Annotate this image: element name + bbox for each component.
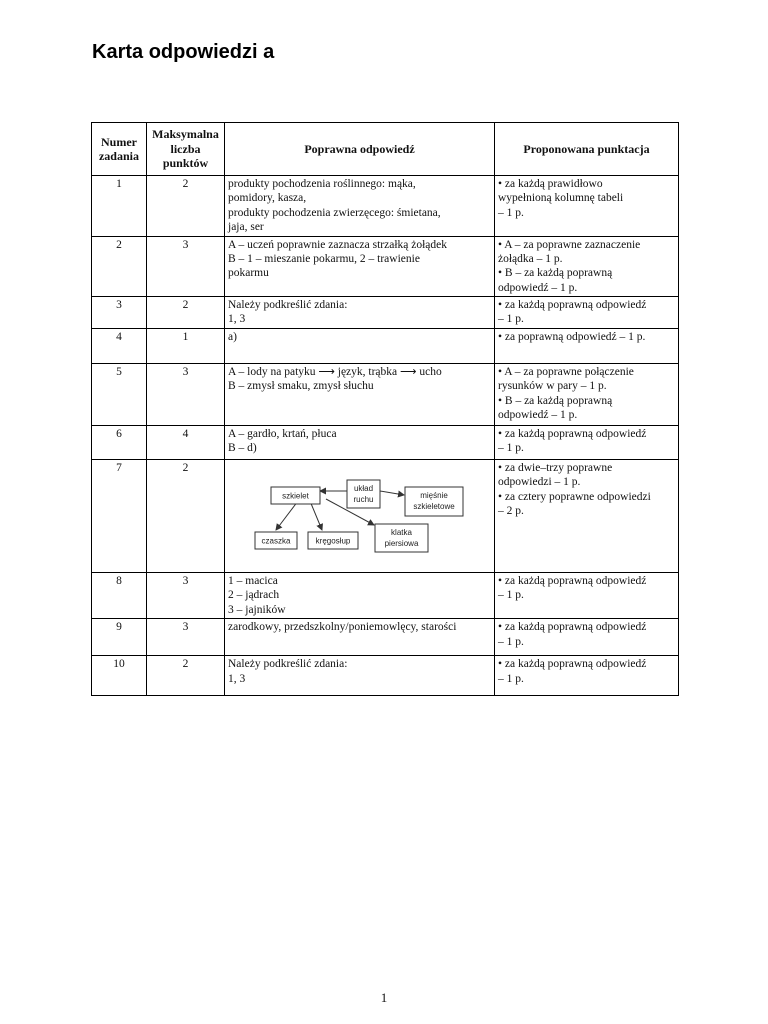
- max-points: 3: [147, 236, 225, 297]
- max-points: 3: [147, 619, 225, 656]
- answer-line: Należy podkreślić zdania:: [228, 299, 348, 311]
- answer-line: Należy podkreślić zdania:: [228, 658, 348, 671]
- answer-line: A – lody na patyku ⟶ język, trąbka ⟶ ucho: [228, 366, 442, 378]
- header-max-points: Maksymalna liczba punktów: [147, 123, 225, 176]
- answer-line: B – 1 – mieszanie pokarmu, 2 – trawienie: [228, 252, 420, 265]
- answer-line: B – zmysł smaku, zmysł słuchu: [228, 380, 374, 393]
- max-points: 2: [147, 297, 225, 329]
- header-correct-answer: Poprawna odpowiedź: [225, 123, 495, 176]
- scoring: [495, 619, 679, 656]
- label-piersiowa: piersiowa: [384, 539, 419, 548]
- table-row: [92, 176, 679, 237]
- answer-line: produkty pochodzenia roślinnego: mąka,: [228, 178, 416, 190]
- answer-line: produkty pochodzenia zwierzęcego: śmietana,: [228, 206, 441, 219]
- page-number: 1: [380, 990, 388, 1005]
- label-klatka: klatka: [391, 528, 412, 537]
- answer-line: 1, 3: [228, 313, 246, 326]
- task-number: 4: [92, 329, 147, 364]
- correct-answer: [225, 460, 495, 573]
- scoring-line: wypełnioną kolumnę tabeli: [498, 192, 624, 205]
- scoring-line: • za każdą poprawną odpowiedź: [498, 658, 647, 671]
- label-miesnie: mięśnie: [420, 491, 448, 500]
- table-row: [92, 236, 679, 297]
- max-points: 3: [147, 364, 225, 426]
- correct-answer: [225, 656, 495, 696]
- answer-line: 2 – jądrach: [228, 589, 280, 602]
- scoring-line: • A – za poprawne połączenie: [498, 366, 634, 378]
- correct-answer: [225, 329, 495, 364]
- answer-line: zarodkowy, przedszkolny/poniemowlęcy, starości: [228, 621, 457, 634]
- scoring-line: – 1 p.: [498, 206, 524, 219]
- correct-answer: [225, 297, 495, 329]
- task-number: 7: [92, 460, 147, 573]
- label-kregoslup: kręgosłup: [315, 536, 351, 546]
- task-number: 10: [92, 656, 147, 696]
- scoring-line: odpowiedź – 1 p.: [498, 281, 578, 294]
- header-scoring: Proponowana punktacja: [495, 123, 679, 176]
- answer-line: jaja, ser: [228, 221, 264, 234]
- max-points: 3: [147, 573, 225, 619]
- label-szkieletowe: szkieletowe: [413, 502, 455, 511]
- scoring: [495, 236, 679, 297]
- table-row: [92, 656, 679, 696]
- scoring-line: • za każdą prawidłowo: [498, 178, 603, 190]
- answer-line: pokarmu: [228, 267, 269, 280]
- scoring-line: odpowiedź – 1 p.: [498, 409, 578, 422]
- correct-answer: [225, 176, 495, 237]
- table-row: [92, 297, 679, 329]
- answer-line: A – uczeń poprawnie zaznacza strzałką żołądek: [228, 238, 448, 251]
- task-number: 2: [92, 236, 147, 297]
- scoring-line: – 1 p.: [498, 442, 524, 455]
- max-points: 1: [147, 329, 225, 364]
- task-number: 5: [92, 364, 147, 426]
- answer-line: 1 – macica: [228, 575, 278, 587]
- table-row: [92, 619, 679, 656]
- correct-answer: [225, 426, 495, 460]
- scoring-line: żołądka – 1 p.: [498, 252, 563, 265]
- scoring-line: • za poprawną odpowiedź – 1 p.: [498, 331, 646, 343]
- answer-line: pomidory, kasza,: [228, 192, 307, 205]
- correct-answer: [225, 364, 495, 426]
- correct-answer: [225, 619, 495, 656]
- scoring-line: – 1 p.: [498, 589, 524, 602]
- max-points: 2: [147, 176, 225, 237]
- scoring-line: rysunków w pary – 1 p.: [498, 380, 607, 393]
- answer-line: a): [228, 331, 237, 343]
- table-row: [92, 426, 679, 460]
- label-uklad: układ: [353, 484, 374, 493]
- task-number: 9: [92, 619, 147, 656]
- scoring-line: – 1 p.: [498, 672, 524, 685]
- label-czaszka: czaszka: [261, 536, 291, 546]
- answer-line: B – d): [228, 442, 257, 455]
- table-row: [92, 329, 679, 364]
- scoring: [495, 329, 679, 364]
- scoring-line: • za każdą poprawną odpowiedź: [498, 575, 647, 587]
- scoring-line: • za każdą poprawną odpowiedź: [498, 428, 647, 440]
- table-header-row: [92, 123, 679, 176]
- max-points: 2: [147, 656, 225, 696]
- scoring-line: – 2 p.: [498, 505, 524, 518]
- table-row: [92, 573, 679, 619]
- scoring-line: • B – za każdą poprawną: [498, 267, 613, 280]
- answer-line: 3 – jajników: [228, 603, 286, 616]
- skeleton-diagram: [228, 461, 490, 561]
- max-points: 2: [147, 460, 225, 573]
- label-szkielet: szkielet: [282, 491, 309, 501]
- scoring-line: • za dwie–trzy poprawne: [498, 462, 613, 474]
- scoring: [495, 297, 679, 329]
- scoring-line: – 1 p.: [498, 313, 524, 326]
- scoring: [495, 176, 679, 237]
- scoring-line: odpowiedzi – 1 p.: [498, 476, 581, 489]
- scoring: [495, 364, 679, 426]
- max-points: 4: [147, 426, 225, 460]
- scoring-line: • A – za poprawne zaznaczenie: [498, 238, 641, 251]
- task-number: 6: [92, 426, 147, 460]
- correct-answer: [225, 573, 495, 619]
- scoring: [495, 573, 679, 619]
- scoring-line: – 1 p.: [498, 635, 524, 648]
- page-title: Karta odpowiedzi a: [92, 41, 275, 63]
- answer-line: A – gardło, krtań, płuca: [228, 428, 337, 440]
- scoring-line: • B – za każdą poprawną: [498, 394, 613, 407]
- scoring-line: • za cztery poprawne odpowiedzi: [498, 490, 651, 503]
- task-number: 8: [92, 573, 147, 619]
- correct-answer: [225, 236, 495, 297]
- answer-key-table: [91, 122, 679, 696]
- scoring-line: • za każdą poprawną odpowiedź: [498, 621, 647, 634]
- answer-line: 1, 3: [228, 672, 246, 685]
- scoring-line: • za każdą poprawną odpowiedź: [498, 299, 647, 311]
- scoring: [495, 656, 679, 696]
- header-task-number: Numer zadania: [92, 123, 147, 176]
- task-number: 1: [92, 176, 147, 237]
- label-ruchu: ruchu: [353, 495, 374, 504]
- scoring: [495, 426, 679, 460]
- table-row: [92, 364, 679, 426]
- scoring: [495, 460, 679, 573]
- table-row: [92, 460, 679, 573]
- task-number: 3: [92, 297, 147, 329]
